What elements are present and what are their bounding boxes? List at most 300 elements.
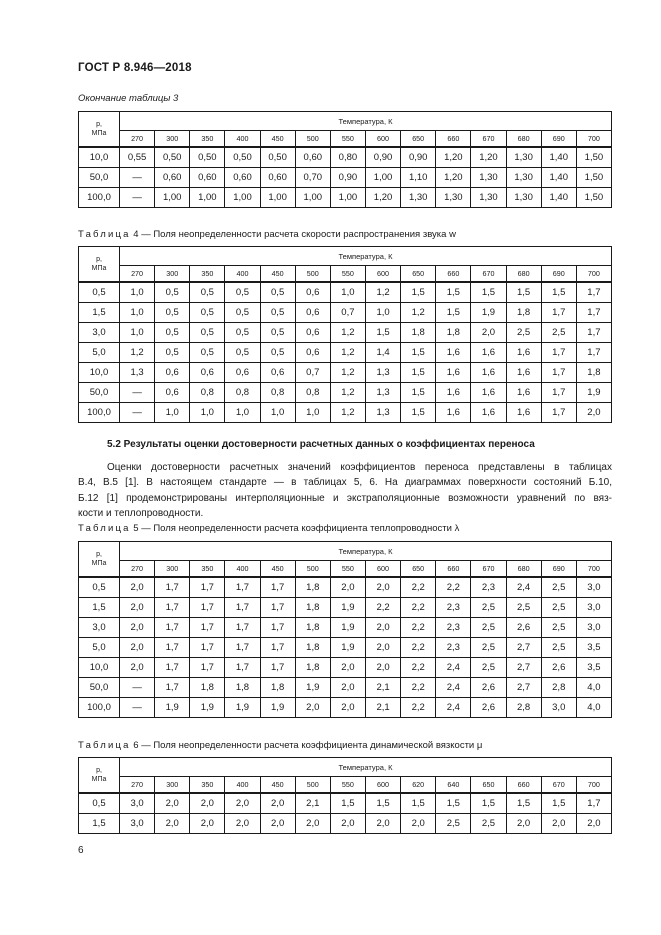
value-cell: 0,8 [190, 383, 225, 403]
value-cell: 1,8 [576, 363, 611, 383]
value-cell: 2,0 [330, 814, 365, 834]
table-row [79, 577, 612, 598]
value-cell: 0,5 [225, 323, 260, 343]
temperature-cell: 600 [365, 561, 400, 578]
temperature-cell: 620 [401, 777, 436, 794]
section-paragraph [78, 460, 612, 521]
value-cell: 1,7 [155, 678, 190, 698]
value-cell: 2,5 [471, 638, 506, 658]
value-cell: 2,0 [330, 658, 365, 678]
table-row [79, 638, 612, 658]
value-cell: 2,1 [295, 793, 330, 814]
table-3-caption [78, 93, 178, 104]
temperature-cell: 300 [155, 131, 190, 148]
value-cell: 4,0 [576, 678, 611, 698]
value-cell: 1,00 [190, 188, 225, 208]
value-cell: 2,2 [401, 638, 436, 658]
value-cell: — [120, 698, 155, 718]
value-cell: 0,5 [155, 323, 190, 343]
value-cell: 1,6 [471, 343, 506, 363]
value-cell: 1,7 [541, 363, 576, 383]
paragraph-line: Б.12 [1] продемонстрированы интерполяционные и экстраполяционные возможности уравнений по вяз- [78, 492, 612, 504]
pressure-cell: 100,0 [79, 403, 120, 423]
value-cell: 2,5 [541, 638, 576, 658]
value-cell: 1,7 [260, 618, 295, 638]
paragraph-line: В.4, В.5 [1]. В настоящем стандарте — в таблицах 5, 6. На диаграммах поверхности состояний Б.10, [78, 477, 612, 489]
value-cell: 3,0 [576, 618, 611, 638]
value-cell: 2,5 [541, 577, 576, 598]
value-cell: 2,2 [436, 577, 471, 598]
table-row [79, 383, 612, 403]
value-cell: 1,30 [506, 188, 541, 208]
temperature-cell: 550 [330, 131, 365, 148]
value-cell: 1,0 [330, 282, 365, 303]
value-cell: 1,7 [260, 598, 295, 618]
table-6-caption [78, 740, 482, 751]
pressure-symbol: p, [96, 121, 102, 128]
pressure-cell: 10,0 [79, 363, 120, 383]
value-cell: 0,60 [225, 168, 260, 188]
temperature-cell: 680 [506, 266, 541, 283]
value-cell: 1,5 [436, 303, 471, 323]
value-cell: 1,9 [155, 698, 190, 718]
temperature-cell: 660 [436, 561, 471, 578]
value-cell: 0,90 [330, 168, 365, 188]
value-cell: 2,0 [471, 323, 506, 343]
pressure-header-cell [79, 247, 120, 283]
value-cell: 1,7 [155, 658, 190, 678]
value-cell: 2,4 [436, 678, 471, 698]
value-cell: 1,5 [541, 793, 576, 814]
value-cell: 1,30 [436, 188, 471, 208]
pressure-header-cell [79, 112, 120, 148]
table-row [79, 678, 612, 698]
value-cell: 2,0 [365, 638, 400, 658]
value-cell: 1,7 [225, 658, 260, 678]
temperature-cell: 450 [260, 131, 295, 148]
value-cell: 2,0 [295, 698, 330, 718]
value-cell: 1,7 [576, 303, 611, 323]
value-cell: 1,0 [260, 403, 295, 423]
value-cell: 1,40 [541, 188, 576, 208]
pressure-header-cell [79, 542, 120, 578]
value-cell: 1,8 [260, 678, 295, 698]
value-cell: 1,20 [436, 168, 471, 188]
value-cell: 1,0 [225, 403, 260, 423]
value-cell: 1,8 [295, 638, 330, 658]
pressure-cell: 1,5 [79, 814, 120, 834]
value-cell: 2,2 [401, 577, 436, 598]
value-cell: 2,5 [506, 598, 541, 618]
temperature-cell: 650 [401, 131, 436, 148]
value-cell: 2,7 [506, 678, 541, 698]
table-header-row [79, 542, 612, 561]
value-cell: 1,40 [541, 147, 576, 168]
value-cell: 2,0 [576, 403, 611, 423]
value-cell: 1,00 [260, 188, 295, 208]
value-cell: 0,50 [225, 147, 260, 168]
temperature-cell: 300 [155, 266, 190, 283]
value-cell: 3,5 [576, 638, 611, 658]
value-cell: 1,00 [155, 188, 190, 208]
value-cell: 1,8 [295, 577, 330, 598]
pressure-cell: 100,0 [79, 698, 120, 718]
value-cell: 1,9 [330, 618, 365, 638]
value-cell: 1,0 [120, 323, 155, 343]
value-cell: 2,0 [365, 618, 400, 638]
value-cell: 2,2 [401, 698, 436, 718]
value-cell: 2,3 [436, 638, 471, 658]
pressure-cell: 5,0 [79, 343, 120, 363]
value-cell: 1,0 [295, 403, 330, 423]
temperature-cell: 270 [120, 266, 155, 283]
value-cell: 1,5 [330, 793, 365, 814]
value-cell: 0,5 [155, 303, 190, 323]
document-code: ГОСТ Р 8.946—2018 [78, 62, 192, 74]
temperature-cell: 550 [330, 266, 365, 283]
table-caption-text: 4 — Поля неопределенности расчета скорости распространения звука w [130, 229, 456, 240]
pressure-cell: 3,0 [79, 323, 120, 343]
value-cell: 1,7 [155, 618, 190, 638]
pressure-header-cell [79, 758, 120, 794]
value-cell: 2,0 [401, 814, 436, 834]
temperature-cell: 650 [401, 561, 436, 578]
table-4 [78, 246, 612, 423]
temperature-cell: 400 [225, 561, 260, 578]
table-5 [78, 541, 612, 718]
value-cell: 1,2 [330, 343, 365, 363]
value-cell: 0,70 [295, 168, 330, 188]
temperature-cell: 550 [330, 777, 365, 794]
temperature-cell: 450 [260, 777, 295, 794]
pressure-cell: 10,0 [79, 658, 120, 678]
value-cell: 0,5 [260, 282, 295, 303]
value-cell: 4,0 [576, 698, 611, 718]
pressure-cell: 50,0 [79, 678, 120, 698]
temperature-cell: 270 [120, 561, 155, 578]
value-cell: 1,7 [576, 343, 611, 363]
value-cell: 0,8 [260, 383, 295, 403]
value-cell: 1,8 [225, 678, 260, 698]
value-cell: 1,2 [120, 343, 155, 363]
value-cell: 2,5 [541, 323, 576, 343]
section-5-2-heading: 5.2 Результаты оценки достоверности расчетных данных о коэффициентах переноса [107, 439, 535, 450]
value-cell: 1,7 [190, 658, 225, 678]
temperature-cell: 600 [365, 777, 400, 794]
value-cell: 2,3 [436, 598, 471, 618]
temperature-cell: 650 [401, 266, 436, 283]
value-cell: 0,6 [295, 282, 330, 303]
value-cell: 0,8 [225, 383, 260, 403]
value-cell: 2,5 [471, 618, 506, 638]
value-cell: — [120, 188, 155, 208]
value-cell: 1,7 [541, 383, 576, 403]
value-cell: 2,0 [330, 577, 365, 598]
value-cell: 1,50 [576, 168, 611, 188]
temperature-header: Температура, К [120, 112, 612, 131]
value-cell: 1,7 [225, 598, 260, 618]
temperature-cell: 400 [225, 131, 260, 148]
value-cell: 2,0 [190, 814, 225, 834]
pressure-cell: 1,5 [79, 598, 120, 618]
value-cell: 0,5 [225, 282, 260, 303]
value-cell: 1,9 [295, 678, 330, 698]
table-row [79, 168, 612, 188]
value-cell: 1,5 [506, 282, 541, 303]
table-row [79, 343, 612, 363]
value-cell: 3,0 [541, 698, 576, 718]
pressure-symbol: p, [96, 256, 102, 263]
table-header-row [79, 247, 612, 266]
value-cell: 0,60 [295, 147, 330, 168]
value-cell: 0,5 [225, 303, 260, 323]
temperature-cell: 350 [190, 131, 225, 148]
temperature-cell: 650 [471, 777, 506, 794]
table-header-row [79, 561, 612, 578]
paragraph-line: Оценки достоверности расчетных значений коэффициентов переноса представлены в таблицах [107, 462, 612, 473]
table-row [79, 363, 612, 383]
value-cell: 2,2 [401, 678, 436, 698]
value-cell: 0,6 [295, 303, 330, 323]
value-cell: 2,0 [260, 814, 295, 834]
value-cell: 2,0 [120, 658, 155, 678]
value-cell: 1,3 [120, 363, 155, 383]
temperature-cell: 500 [295, 777, 330, 794]
value-cell: 1,9 [576, 383, 611, 403]
pressure-cell: 50,0 [79, 383, 120, 403]
value-cell: — [120, 678, 155, 698]
value-cell: 1,6 [471, 383, 506, 403]
value-cell: 2,0 [225, 814, 260, 834]
value-cell: 2,0 [365, 577, 400, 598]
value-cell: 1,0 [120, 303, 155, 323]
value-cell: 2,5 [506, 323, 541, 343]
temperature-cell: 500 [295, 561, 330, 578]
temperature-cell: 670 [471, 131, 506, 148]
value-cell: 0,6 [155, 363, 190, 383]
value-cell: — [120, 168, 155, 188]
value-cell: — [120, 403, 155, 423]
value-cell: 1,9 [225, 698, 260, 718]
value-cell: 0,6 [295, 343, 330, 363]
pressure-symbol: p, [96, 767, 102, 774]
value-cell: 2,5 [436, 814, 471, 834]
value-cell: 2,2 [401, 618, 436, 638]
table-header-row [79, 266, 612, 283]
value-cell: 2,0 [260, 793, 295, 814]
value-cell: 0,5 [260, 343, 295, 363]
table-5-caption [78, 523, 459, 534]
temperature-cell: 640 [436, 777, 471, 794]
temperature-cell: 270 [120, 131, 155, 148]
temperature-cell: 660 [436, 131, 471, 148]
value-cell: 1,9 [190, 698, 225, 718]
value-cell: 2,6 [471, 698, 506, 718]
value-cell: 0,60 [155, 168, 190, 188]
value-cell: 1,00 [365, 168, 400, 188]
value-cell: 0,50 [155, 147, 190, 168]
pressure-cell: 0,5 [79, 793, 120, 814]
value-cell: 0,5 [225, 343, 260, 363]
value-cell: 1,2 [330, 323, 365, 343]
value-cell: 3,0 [120, 814, 155, 834]
value-cell: 1,5 [401, 403, 436, 423]
value-cell: 2,5 [541, 618, 576, 638]
value-cell: 0,6 [155, 383, 190, 403]
value-cell: 1,8 [401, 323, 436, 343]
table-row [79, 658, 612, 678]
value-cell: 2,7 [506, 658, 541, 678]
value-cell: 1,0 [155, 403, 190, 423]
value-cell: 2,2 [401, 658, 436, 678]
value-cell: 1,8 [506, 303, 541, 323]
value-cell: 1,6 [436, 343, 471, 363]
table-caption-text: 5 — Поля неопределенности расчета коэффициента теплопроводности λ [130, 523, 460, 534]
value-cell: 2,0 [541, 814, 576, 834]
value-cell: 1,8 [295, 618, 330, 638]
value-cell: 0,60 [260, 168, 295, 188]
value-cell: 2,5 [471, 814, 506, 834]
table-row [79, 403, 612, 423]
table-row [79, 814, 612, 834]
value-cell: 0,60 [190, 168, 225, 188]
value-cell: 2,2 [365, 598, 400, 618]
value-cell: 1,8 [190, 678, 225, 698]
value-cell: 2,0 [190, 793, 225, 814]
value-cell: 2,0 [330, 698, 365, 718]
value-cell: 1,5 [541, 282, 576, 303]
value-cell: 1,7 [190, 618, 225, 638]
pressure-cell: 0,5 [79, 577, 120, 598]
value-cell: 2,3 [471, 577, 506, 598]
value-cell: 1,30 [471, 168, 506, 188]
value-cell: 2,6 [471, 678, 506, 698]
value-cell: 2,0 [295, 814, 330, 834]
value-cell: 0,5 [190, 303, 225, 323]
value-cell: 1,7 [225, 638, 260, 658]
value-cell: 1,3 [365, 383, 400, 403]
value-cell: 2,4 [436, 698, 471, 718]
value-cell: 2,6 [541, 658, 576, 678]
temperature-cell: 690 [541, 266, 576, 283]
temperature-cell: 550 [330, 561, 365, 578]
value-cell: 1,3 [365, 363, 400, 383]
value-cell: 0,5 [190, 282, 225, 303]
value-cell: 1,7 [576, 282, 611, 303]
value-cell: 1,5 [401, 793, 436, 814]
value-cell: 1,2 [401, 303, 436, 323]
value-cell: 2,5 [471, 658, 506, 678]
value-cell: 2,7 [506, 638, 541, 658]
value-cell: 3,0 [576, 577, 611, 598]
value-cell: 1,5 [401, 282, 436, 303]
value-cell: 2,0 [155, 793, 190, 814]
value-cell: 1,6 [506, 403, 541, 423]
temperature-cell: 660 [436, 266, 471, 283]
value-cell: 0,5 [155, 343, 190, 363]
value-cell: 0,6 [190, 363, 225, 383]
temperature-cell: 600 [365, 131, 400, 148]
value-cell: 0,90 [401, 147, 436, 168]
value-cell: 2,1 [365, 678, 400, 698]
value-cell: 0,5 [260, 323, 295, 343]
value-cell: 1,10 [401, 168, 436, 188]
value-cell: 0,6 [295, 323, 330, 343]
value-cell: 1,8 [295, 598, 330, 618]
value-cell: 1,6 [436, 363, 471, 383]
pressure-cell: 3,0 [79, 618, 120, 638]
temperature-cell: 500 [295, 266, 330, 283]
value-cell: 2,0 [155, 814, 190, 834]
value-cell: 1,2 [330, 383, 365, 403]
value-cell: 1,7 [190, 577, 225, 598]
value-cell: 1,7 [576, 323, 611, 343]
value-cell: 1,00 [330, 188, 365, 208]
value-cell: 3,5 [576, 658, 611, 678]
temperature-cell: 350 [190, 777, 225, 794]
value-cell: 1,30 [506, 168, 541, 188]
value-cell: 2,0 [120, 577, 155, 598]
value-cell: 2,0 [120, 638, 155, 658]
temperature-cell: 690 [541, 561, 576, 578]
value-cell: 1,30 [471, 188, 506, 208]
temperature-header: Температура, К [120, 758, 612, 777]
value-cell: 1,8 [436, 323, 471, 343]
temperature-cell: 700 [576, 561, 611, 578]
value-cell: 2,5 [471, 598, 506, 618]
table-4-caption [78, 229, 456, 240]
temperature-cell: 400 [225, 777, 260, 794]
table-row [79, 618, 612, 638]
value-cell: — [120, 383, 155, 403]
value-cell: 2,0 [365, 658, 400, 678]
value-cell: 1,9 [330, 638, 365, 658]
value-cell: 2,3 [436, 618, 471, 638]
value-cell: 1,6 [471, 403, 506, 423]
value-cell: 1,20 [365, 188, 400, 208]
value-cell: 1,7 [155, 577, 190, 598]
pressure-cell: 100,0 [79, 188, 120, 208]
value-cell: 1,6 [506, 343, 541, 363]
table-caption-prefix: Таблица [78, 740, 131, 751]
pressure-unit: МПа [91, 265, 107, 272]
table-row [79, 147, 612, 168]
value-cell: 1,0 [365, 303, 400, 323]
paragraph-line: кости и теплопроводности. [78, 507, 204, 519]
table-row [79, 303, 612, 323]
temperature-cell: 700 [576, 777, 611, 794]
value-cell: 1,7 [190, 598, 225, 618]
value-cell: 1,9 [471, 303, 506, 323]
table-caption-text: Окончание таблицы 3 [78, 93, 179, 104]
table-caption-prefix: Таблица [78, 523, 131, 534]
value-cell: 1,6 [506, 363, 541, 383]
value-cell: 1,5 [401, 383, 436, 403]
value-cell: 1,0 [120, 282, 155, 303]
value-cell: 2,0 [506, 814, 541, 834]
value-cell: 1,7 [155, 598, 190, 618]
value-cell: 1,3 [365, 403, 400, 423]
page-number: 6 [78, 845, 84, 856]
value-cell: 2,4 [436, 658, 471, 678]
value-cell: 2,8 [506, 698, 541, 718]
value-cell: 1,7 [260, 658, 295, 678]
value-cell: 1,40 [541, 168, 576, 188]
value-cell: 0,5 [155, 282, 190, 303]
value-cell: 1,5 [506, 793, 541, 814]
value-cell: 1,7 [225, 577, 260, 598]
value-cell: 1,5 [365, 323, 400, 343]
